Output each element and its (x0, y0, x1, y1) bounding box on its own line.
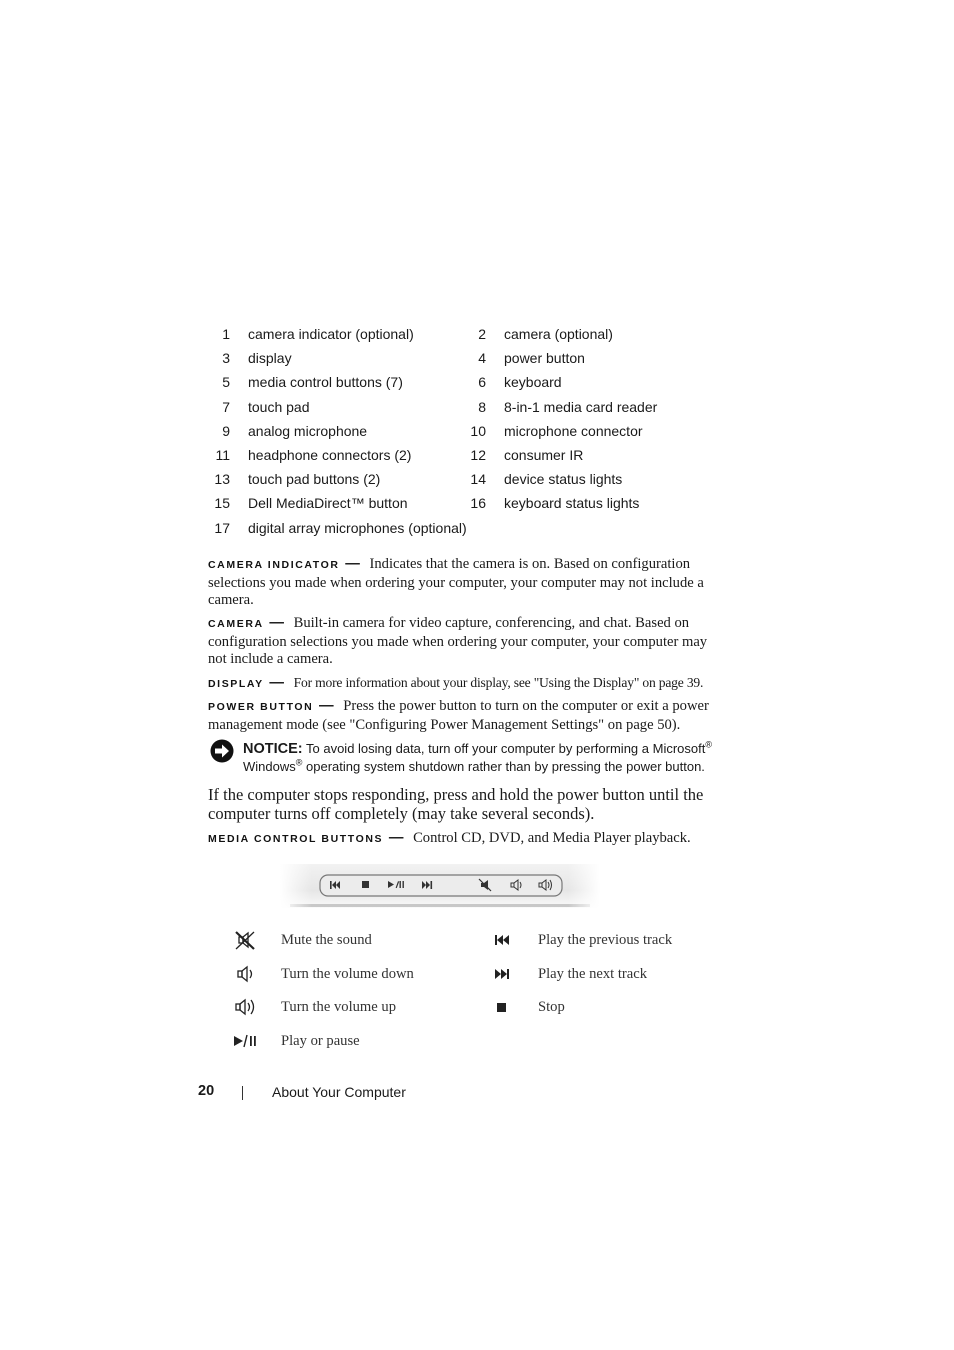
callout-label: microphone connector (504, 422, 643, 439)
callout-number: 2 (478, 326, 486, 342)
term-label: CAMERA (208, 618, 264, 630)
callout-label: keyboard (504, 374, 562, 391)
legend-row (208, 372, 728, 396)
camera-definition (208, 615, 720, 669)
page-number: 20 (198, 1083, 215, 1099)
notice-arrow-icon (210, 739, 234, 763)
callout-label: power button (504, 350, 585, 367)
next-track-label: Play the next track (538, 966, 648, 982)
term-label: POWER BUTTON (208, 701, 314, 713)
next-track-icon (490, 963, 514, 985)
mute-label: Mute the sound (281, 932, 372, 948)
callout-number: 9 (222, 422, 230, 439)
callout-label: headphone connectors (2) (248, 446, 412, 463)
body-paragraph: If the computer stops responding, press and hold the power button until the computer turns off completely (may take several seconds). (208, 785, 704, 823)
callout-label: digital array microphones (optional) (248, 519, 467, 536)
callout-label: camera indicator (optional) (248, 326, 414, 342)
callout-label: touch pad (248, 398, 310, 415)
callout-number: 11 (215, 446, 230, 463)
callout-label: consumer IR (504, 446, 584, 463)
callout-label: keyboard status lights (504, 495, 640, 512)
legend-row (208, 469, 728, 493)
volume-down-label: Turn the volume down (281, 966, 414, 982)
callout-number: 15 (214, 495, 230, 512)
em-dash: — (319, 698, 334, 714)
term-label: DISPLAY (208, 678, 264, 690)
display-definition (208, 674, 720, 694)
legend-row (208, 397, 728, 421)
callout-number: 12 (470, 446, 486, 463)
notice-text: To avoid losing data, turn off your computer by performing a Microsoft (306, 741, 706, 756)
term-label: MEDIA CONTROL BUTTONS (208, 833, 384, 845)
media-control-stop-row (490, 996, 730, 1020)
media-control-previous-row (490, 929, 730, 953)
legend-row (208, 445, 728, 469)
callout-label: touch pad buttons (2) (248, 471, 381, 488)
media-control-play-pause-row (233, 1030, 473, 1054)
notice-text: Windows (243, 759, 296, 774)
media-control-bar-image (280, 862, 600, 914)
notice-box (243, 740, 723, 776)
legend-row (208, 324, 728, 348)
previous-track-label: Play the previous track (538, 932, 673, 948)
callout-number: 7 (222, 398, 230, 415)
notice-text: operating system shutdown rather than by pressing the power button. (306, 759, 705, 774)
callout-label: analog microphone (248, 422, 368, 439)
notice-label: NOTICE: (243, 741, 303, 757)
definition-text: Press the power button to turn on the computer or exit a power management mode (see "Configuring Power Management Settings" on page 50). (208, 698, 709, 733)
callout-number: 14 (470, 471, 486, 488)
volume-up-icon (233, 996, 259, 1018)
volume-down-icon (233, 963, 257, 985)
callout-number: 10 (470, 422, 486, 439)
callout-number: 6 (478, 374, 486, 391)
camera-indicator-definition (208, 556, 720, 610)
callout-number: 4 (478, 350, 486, 367)
play-pause-icon (233, 1030, 259, 1052)
legend-row (208, 421, 728, 445)
previous-track-icon (490, 929, 514, 951)
callout-label: 8-in-1 media card reader (504, 398, 658, 415)
callout-label: media control buttons (7) (248, 374, 403, 391)
callout-label: camera (optional) (504, 326, 613, 342)
registered-mark: ® (705, 739, 712, 750)
legend-row (208, 518, 728, 542)
media-control-next-row (490, 963, 730, 987)
mute-icon (233, 929, 257, 951)
media-control-volume-down-row (233, 963, 473, 987)
callout-label: display (248, 350, 292, 367)
definition-text: Indicates that the camera is on. Based on configuration selections you made when ordering your computer, your computer may not include a camera. (208, 556, 704, 608)
callout-legend-table (208, 324, 728, 542)
callout-label: Dell MediaDirect™ button (248, 495, 408, 512)
callout-number: 17 (214, 519, 230, 536)
play-pause-label: Play or pause (281, 1033, 360, 1049)
term-label: CAMERA INDICATOR (208, 559, 340, 571)
media-control-buttons-definition (208, 830, 720, 849)
registered-mark: ® (295, 757, 303, 768)
em-dash: — (388, 830, 404, 846)
power-button-definition (208, 698, 720, 734)
legend-row (208, 348, 728, 372)
legend-row (208, 493, 728, 517)
em-dash: — (269, 615, 284, 631)
stop-icon (490, 996, 514, 1018)
stop-label: Stop (538, 999, 565, 1015)
em-dash: — (345, 556, 360, 572)
em-dash: — (269, 675, 284, 691)
footer-separator (242, 1086, 243, 1100)
media-control-mute-row (233, 929, 473, 953)
callout-number: 16 (470, 495, 486, 512)
callout-number: 3 (222, 350, 230, 367)
callout-number: 5 (222, 374, 230, 391)
running-footer-title: About Your Computer (272, 1084, 406, 1100)
definition-text: Control CD, DVD, and Media Player playback. (413, 830, 691, 846)
volume-up-label: Turn the volume up (281, 999, 396, 1015)
definition-text: Built-in camera for video capture, conferencing, and chat. Based on configuration selections you made when ordering your computer, your computer may not include a camera. (208, 615, 708, 667)
media-control-volume-up-row (233, 996, 473, 1020)
callout-label: device status lights (504, 471, 623, 488)
callout-number: 13 (214, 471, 230, 488)
callout-number: 8 (478, 398, 486, 415)
definition-text: For more information about your display, see "Using the Display" on page 39. (293, 675, 704, 690)
callout-number: 1 (222, 326, 230, 342)
